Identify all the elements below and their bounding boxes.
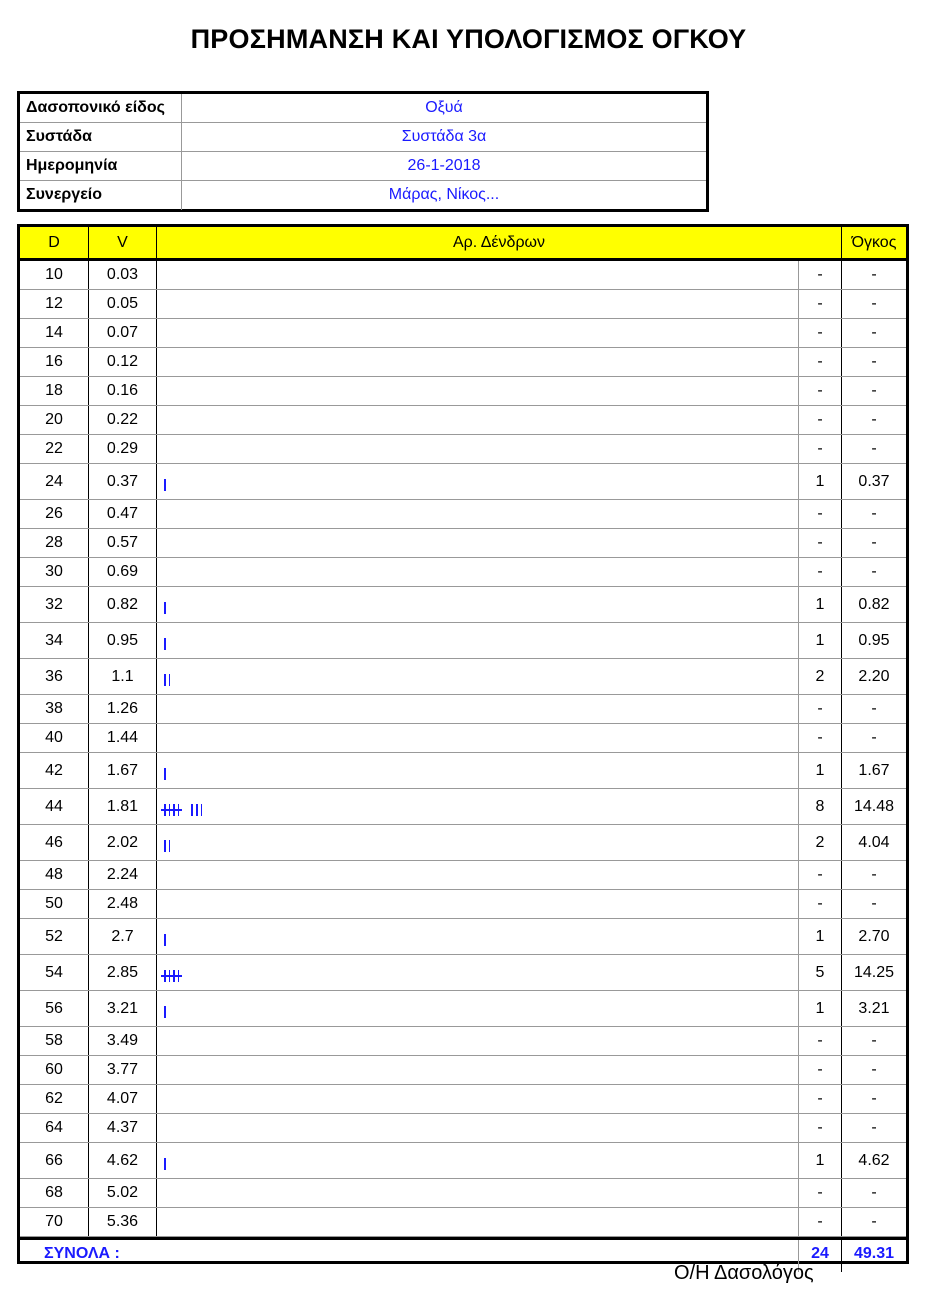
cell-d: 70 bbox=[20, 1208, 89, 1236]
cell-count: - bbox=[799, 1056, 842, 1084]
table-header bbox=[20, 227, 906, 261]
cell-count: 8 bbox=[799, 789, 842, 824]
cell-count: - bbox=[799, 1114, 842, 1142]
tally-marks bbox=[164, 1006, 166, 1018]
table-row bbox=[20, 919, 906, 955]
table-row bbox=[20, 500, 906, 529]
tally-stroke bbox=[201, 804, 203, 816]
cell-d: 26 bbox=[20, 500, 89, 528]
info-row-stand bbox=[20, 123, 706, 152]
cell-volume: - bbox=[871, 1032, 877, 1049]
cell-v: 0.22 bbox=[89, 406, 157, 434]
cell-volume: - bbox=[871, 353, 877, 370]
table-row bbox=[20, 659, 906, 695]
cell-count: 1 bbox=[799, 991, 842, 1026]
cell-tally bbox=[157, 825, 799, 860]
table-row bbox=[20, 724, 906, 753]
cell-tally bbox=[157, 753, 799, 788]
cell-tally bbox=[157, 319, 799, 347]
cell-count: - bbox=[799, 1085, 842, 1113]
tally-stroke bbox=[164, 768, 166, 780]
cell-tally bbox=[157, 290, 799, 318]
tally-stroke bbox=[164, 1158, 166, 1170]
tally-group bbox=[164, 1006, 166, 1018]
cell-volume: - bbox=[871, 1213, 877, 1230]
cell-v: 3.49 bbox=[89, 1027, 157, 1055]
tally-marks bbox=[164, 479, 166, 491]
cell-d: 18 bbox=[20, 377, 89, 405]
table-row bbox=[20, 290, 906, 319]
cell-count: - bbox=[799, 1179, 842, 1207]
cell-v: 0.29 bbox=[89, 435, 157, 463]
cell-tally bbox=[157, 991, 799, 1026]
cell-tally bbox=[157, 558, 799, 586]
cell-count: - bbox=[799, 724, 842, 752]
cell-tally bbox=[157, 587, 799, 622]
cell-count: - bbox=[799, 695, 842, 723]
cell-volume: 14.25 bbox=[853, 964, 895, 981]
table-row bbox=[20, 890, 906, 919]
cell-tally bbox=[157, 1085, 799, 1113]
tally-group bbox=[164, 1158, 166, 1170]
cell-v: 3.21 bbox=[89, 991, 157, 1026]
info-value: Συστάδα 3α bbox=[401, 128, 487, 145]
cell-d: 66 bbox=[20, 1143, 89, 1178]
tally-cross bbox=[161, 809, 182, 811]
tally-marks bbox=[164, 674, 170, 686]
cell-v: 1.26 bbox=[89, 695, 157, 723]
info-row-date bbox=[20, 152, 706, 181]
cell-volume: 0.82 bbox=[858, 596, 890, 613]
cell-volume: - bbox=[871, 1184, 877, 1201]
cell-tally bbox=[157, 724, 799, 752]
table-row bbox=[20, 319, 906, 348]
cell-volume: 1.67 bbox=[858, 762, 890, 779]
table-row bbox=[20, 1179, 906, 1208]
info-row-crew bbox=[20, 181, 706, 210]
tally-stroke bbox=[164, 638, 166, 650]
table-row bbox=[20, 1027, 906, 1056]
tally-marks bbox=[164, 934, 166, 946]
tally-marks bbox=[164, 970, 179, 982]
cell-d: 24 bbox=[20, 464, 89, 499]
cell-d: 46 bbox=[20, 825, 89, 860]
totals-label: ΣΥΝΟΛΑ : bbox=[20, 1240, 799, 1272]
tally-group bbox=[164, 479, 166, 491]
tally-stroke bbox=[164, 934, 166, 946]
tally-stroke bbox=[164, 1006, 166, 1018]
tally-marks bbox=[164, 804, 202, 816]
cell-count: - bbox=[799, 261, 842, 289]
totals-count: 24 bbox=[799, 1240, 842, 1272]
cell-count: - bbox=[799, 861, 842, 889]
cell-tally bbox=[157, 861, 799, 889]
cell-volume: - bbox=[871, 1119, 877, 1136]
cell-count: 2 bbox=[799, 825, 842, 860]
cell-count: - bbox=[799, 890, 842, 918]
info-row-species bbox=[20, 94, 706, 123]
cell-v: 2.24 bbox=[89, 861, 157, 889]
cell-v: 2.85 bbox=[89, 955, 157, 990]
tally-stroke bbox=[191, 804, 193, 816]
cell-count: - bbox=[799, 500, 842, 528]
cell-v: 5.36 bbox=[89, 1208, 157, 1236]
cell-count: 1 bbox=[799, 623, 842, 658]
table-row bbox=[20, 558, 906, 587]
cell-tally bbox=[157, 789, 799, 824]
cell-count: - bbox=[799, 1208, 842, 1236]
cell-d: 62 bbox=[20, 1085, 89, 1113]
cell-tally bbox=[157, 1056, 799, 1084]
cell-v: 2.7 bbox=[89, 919, 157, 954]
cell-tally bbox=[157, 406, 799, 434]
table-row bbox=[20, 587, 906, 623]
cell-volume: - bbox=[871, 440, 877, 457]
cell-volume: 0.95 bbox=[858, 632, 890, 649]
cell-volume: 2.70 bbox=[858, 928, 890, 945]
cell-volume: - bbox=[871, 729, 877, 746]
header-volume: Όγκος bbox=[851, 234, 897, 251]
cell-volume: 14.48 bbox=[853, 798, 895, 815]
tally-group bbox=[164, 602, 166, 614]
cell-tally bbox=[157, 659, 799, 694]
cell-tally bbox=[157, 1027, 799, 1055]
tally-stroke bbox=[196, 804, 198, 816]
table-row bbox=[20, 955, 906, 991]
tally-stroke bbox=[169, 674, 171, 686]
cell-count: - bbox=[799, 529, 842, 557]
cell-d: 14 bbox=[20, 319, 89, 347]
cell-d: 22 bbox=[20, 435, 89, 463]
table-row bbox=[20, 348, 906, 377]
cell-tally bbox=[157, 464, 799, 499]
tally-marks bbox=[164, 840, 170, 852]
cell-v: 3.77 bbox=[89, 1056, 157, 1084]
cell-d: 34 bbox=[20, 623, 89, 658]
cell-d: 40 bbox=[20, 724, 89, 752]
tally-stroke bbox=[164, 479, 166, 491]
cell-tally bbox=[157, 261, 799, 289]
cell-v: 4.37 bbox=[89, 1114, 157, 1142]
cell-d: 20 bbox=[20, 406, 89, 434]
cell-d: 58 bbox=[20, 1027, 89, 1055]
cell-count: - bbox=[799, 348, 842, 376]
cell-count: - bbox=[799, 1027, 842, 1055]
cell-volume: 2.20 bbox=[858, 668, 890, 685]
tally-marks bbox=[164, 1158, 166, 1170]
cell-d: 28 bbox=[20, 529, 89, 557]
cell-v: 2.48 bbox=[89, 890, 157, 918]
table-row bbox=[20, 435, 906, 464]
table-row bbox=[20, 695, 906, 724]
table-row bbox=[20, 377, 906, 406]
info-label: Δασοπονικό είδος bbox=[20, 94, 182, 122]
cell-tally bbox=[157, 623, 799, 658]
cell-v: 1.81 bbox=[89, 789, 157, 824]
cell-v: 0.05 bbox=[89, 290, 157, 318]
tally-group bbox=[191, 804, 202, 816]
cell-d: 38 bbox=[20, 695, 89, 723]
cell-count: - bbox=[799, 319, 842, 347]
table-row bbox=[20, 861, 906, 890]
cell-count: 1 bbox=[799, 464, 842, 499]
header-trees: Αρ. Δένδρων bbox=[157, 227, 842, 258]
info-box bbox=[17, 91, 709, 212]
tally-group bbox=[164, 804, 179, 816]
info-value: 26-1-2018 bbox=[407, 157, 481, 174]
cell-volume: - bbox=[871, 1061, 877, 1078]
cell-count: 1 bbox=[799, 919, 842, 954]
cell-volume: 0.37 bbox=[858, 473, 890, 490]
cell-count: 5 bbox=[799, 955, 842, 990]
cell-volume: - bbox=[871, 324, 877, 341]
cell-volume: 4.04 bbox=[858, 834, 890, 851]
tally-marks bbox=[164, 768, 166, 780]
cell-d: 52 bbox=[20, 919, 89, 954]
cell-count: - bbox=[799, 558, 842, 586]
cell-v: 1.44 bbox=[89, 724, 157, 752]
cell-v: 4.07 bbox=[89, 1085, 157, 1113]
cell-volume: - bbox=[871, 295, 877, 312]
cell-tally bbox=[157, 1143, 799, 1178]
cell-d: 56 bbox=[20, 991, 89, 1026]
cell-tally bbox=[157, 1179, 799, 1207]
cell-tally bbox=[157, 500, 799, 528]
header-d: D bbox=[20, 227, 89, 258]
info-label: Ημερομηνία bbox=[20, 152, 182, 180]
cell-v: 0.95 bbox=[89, 623, 157, 658]
cell-d: 68 bbox=[20, 1179, 89, 1207]
cell-tally bbox=[157, 1208, 799, 1236]
cell-tally bbox=[157, 348, 799, 376]
info-value: Οξυά bbox=[425, 99, 463, 116]
cell-v: 1.1 bbox=[89, 659, 157, 694]
cell-v: 4.62 bbox=[89, 1143, 157, 1178]
tally-group bbox=[164, 934, 166, 946]
cell-tally bbox=[157, 919, 799, 954]
cell-count: 1 bbox=[799, 587, 842, 622]
info-label: Συνεργείο bbox=[20, 181, 182, 210]
cell-volume: - bbox=[871, 700, 877, 717]
table-body bbox=[20, 261, 906, 1237]
cell-d: 60 bbox=[20, 1056, 89, 1084]
cell-v: 0.69 bbox=[89, 558, 157, 586]
cell-volume: 3.21 bbox=[858, 1000, 890, 1017]
info-value: Μάρας, Νίκος... bbox=[388, 186, 500, 203]
cell-d: 32 bbox=[20, 587, 89, 622]
cell-tally bbox=[157, 435, 799, 463]
cell-d: 30 bbox=[20, 558, 89, 586]
table-row bbox=[20, 464, 906, 500]
cell-tally bbox=[157, 529, 799, 557]
cell-v: 0.07 bbox=[89, 319, 157, 347]
table-row bbox=[20, 529, 906, 558]
cell-volume: - bbox=[871, 895, 877, 912]
table-row bbox=[20, 789, 906, 825]
cell-d: 36 bbox=[20, 659, 89, 694]
cell-volume: - bbox=[871, 505, 877, 522]
table-row bbox=[20, 623, 906, 659]
cell-v: 2.02 bbox=[89, 825, 157, 860]
cell-d: 54 bbox=[20, 955, 89, 990]
cell-count: - bbox=[799, 435, 842, 463]
tally-group bbox=[164, 674, 170, 686]
cell-v: 0.16 bbox=[89, 377, 157, 405]
table-row bbox=[20, 261, 906, 290]
cell-v: 5.02 bbox=[89, 1179, 157, 1207]
tally-group bbox=[164, 768, 166, 780]
cell-count: - bbox=[799, 377, 842, 405]
cell-volume: - bbox=[871, 382, 877, 399]
cell-count: - bbox=[799, 406, 842, 434]
cell-d: 12 bbox=[20, 290, 89, 318]
cell-d: 42 bbox=[20, 753, 89, 788]
cell-v: 0.57 bbox=[89, 529, 157, 557]
cell-volume: - bbox=[871, 1090, 877, 1107]
cell-tally bbox=[157, 955, 799, 990]
tally-cross bbox=[161, 975, 182, 977]
cell-tally bbox=[157, 695, 799, 723]
table-row bbox=[20, 1114, 906, 1143]
info-label: Συστάδα bbox=[20, 123, 182, 151]
tally-group bbox=[164, 840, 170, 852]
table-row bbox=[20, 1208, 906, 1237]
cell-d: 48 bbox=[20, 861, 89, 889]
cell-v: 0.37 bbox=[89, 464, 157, 499]
tally-stroke bbox=[164, 674, 166, 686]
cell-volume: - bbox=[871, 266, 877, 283]
cell-volume: - bbox=[871, 534, 877, 551]
cell-d: 64 bbox=[20, 1114, 89, 1142]
volume-table bbox=[17, 224, 909, 1264]
cell-volume: - bbox=[871, 563, 877, 580]
cell-count: 2 bbox=[799, 659, 842, 694]
cell-d: 10 bbox=[20, 261, 89, 289]
table-row bbox=[20, 1085, 906, 1114]
cell-count: - bbox=[799, 290, 842, 318]
cell-count: 1 bbox=[799, 753, 842, 788]
table-row bbox=[20, 825, 906, 861]
tally-marks bbox=[164, 638, 166, 650]
tally-stroke bbox=[164, 840, 166, 852]
cell-d: 16 bbox=[20, 348, 89, 376]
cell-volume: - bbox=[871, 866, 877, 883]
tally-stroke bbox=[164, 602, 166, 614]
cell-v: 0.47 bbox=[89, 500, 157, 528]
cell-v: 0.12 bbox=[89, 348, 157, 376]
table-row bbox=[20, 1143, 906, 1179]
page-title: ΠΡΟΣΗΜΑΝΣΗ ΚΑΙ ΥΠΟΛΟΓΙΣΜΟΣ ΟΓΚΟΥ bbox=[190, 24, 747, 54]
cell-count: 1 bbox=[799, 1143, 842, 1178]
tally-stroke bbox=[169, 840, 171, 852]
table-row bbox=[20, 991, 906, 1027]
cell-d: 50 bbox=[20, 890, 89, 918]
tally-marks bbox=[164, 602, 166, 614]
cell-volume: 4.62 bbox=[858, 1152, 890, 1169]
cell-v: 0.82 bbox=[89, 587, 157, 622]
table-row bbox=[20, 1056, 906, 1085]
header-v: V bbox=[89, 227, 157, 258]
table-row bbox=[20, 406, 906, 435]
cell-volume: - bbox=[871, 411, 877, 428]
cell-tally bbox=[157, 377, 799, 405]
cell-v: 0.03 bbox=[89, 261, 157, 289]
cell-tally bbox=[157, 1114, 799, 1142]
tally-group bbox=[164, 970, 179, 982]
table-row bbox=[20, 753, 906, 789]
signature-label: Ο/Η Δασολόγος bbox=[674, 1262, 814, 1284]
cell-d: 44 bbox=[20, 789, 89, 824]
totals-volume: 49.31 bbox=[853, 1245, 895, 1262]
cell-v: 1.67 bbox=[89, 753, 157, 788]
tally-group bbox=[164, 638, 166, 650]
cell-tally bbox=[157, 890, 799, 918]
